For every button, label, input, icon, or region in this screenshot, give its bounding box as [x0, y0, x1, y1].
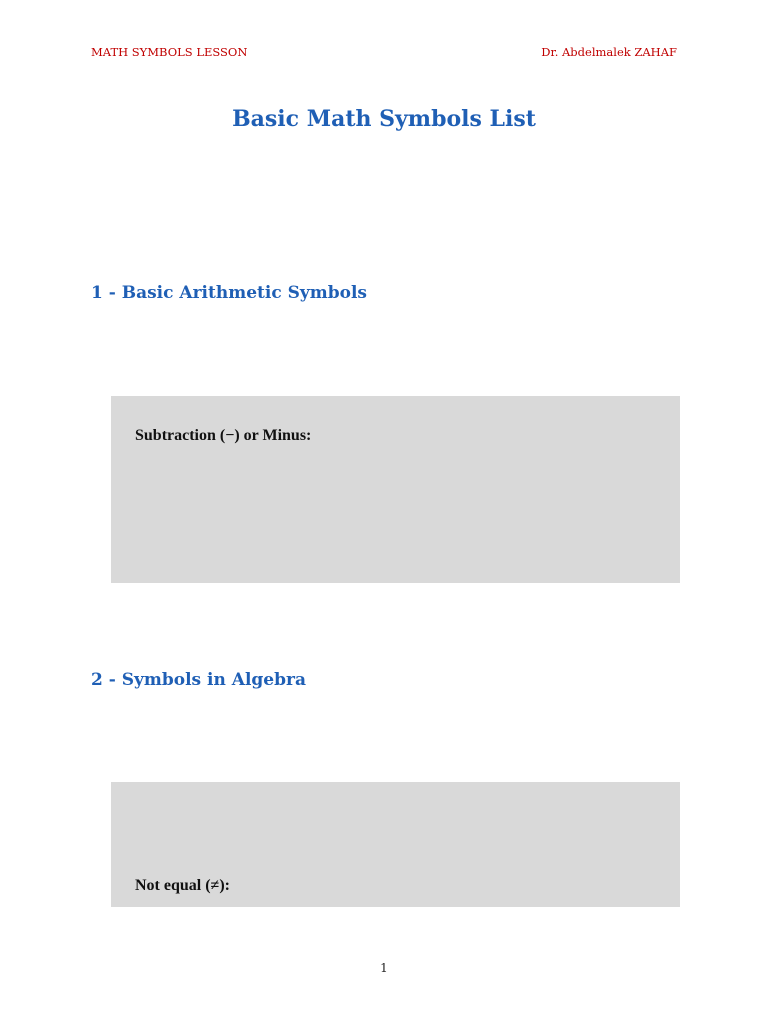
content-box-not-equal	[111, 782, 680, 907]
section-heading-algebra: 2 - Symbols in Algebra	[91, 670, 306, 690]
running-header-right: Dr. Abdelmalek ZAHAF	[541, 45, 677, 59]
page-number: 1	[380, 961, 388, 975]
content-box-subtraction	[111, 396, 680, 583]
running-header-left: MATH SYMBOLS LESSON	[91, 45, 248, 59]
section-heading-arithmetic: 1 - Basic Arithmetic Symbols	[91, 283, 368, 303]
box-label-not-equal: Not equal (≠):	[135, 877, 230, 894]
document-title: Basic Math Symbols List	[232, 106, 536, 132]
box-label-subtraction: Subtraction (−) or Minus:	[135, 427, 312, 444]
